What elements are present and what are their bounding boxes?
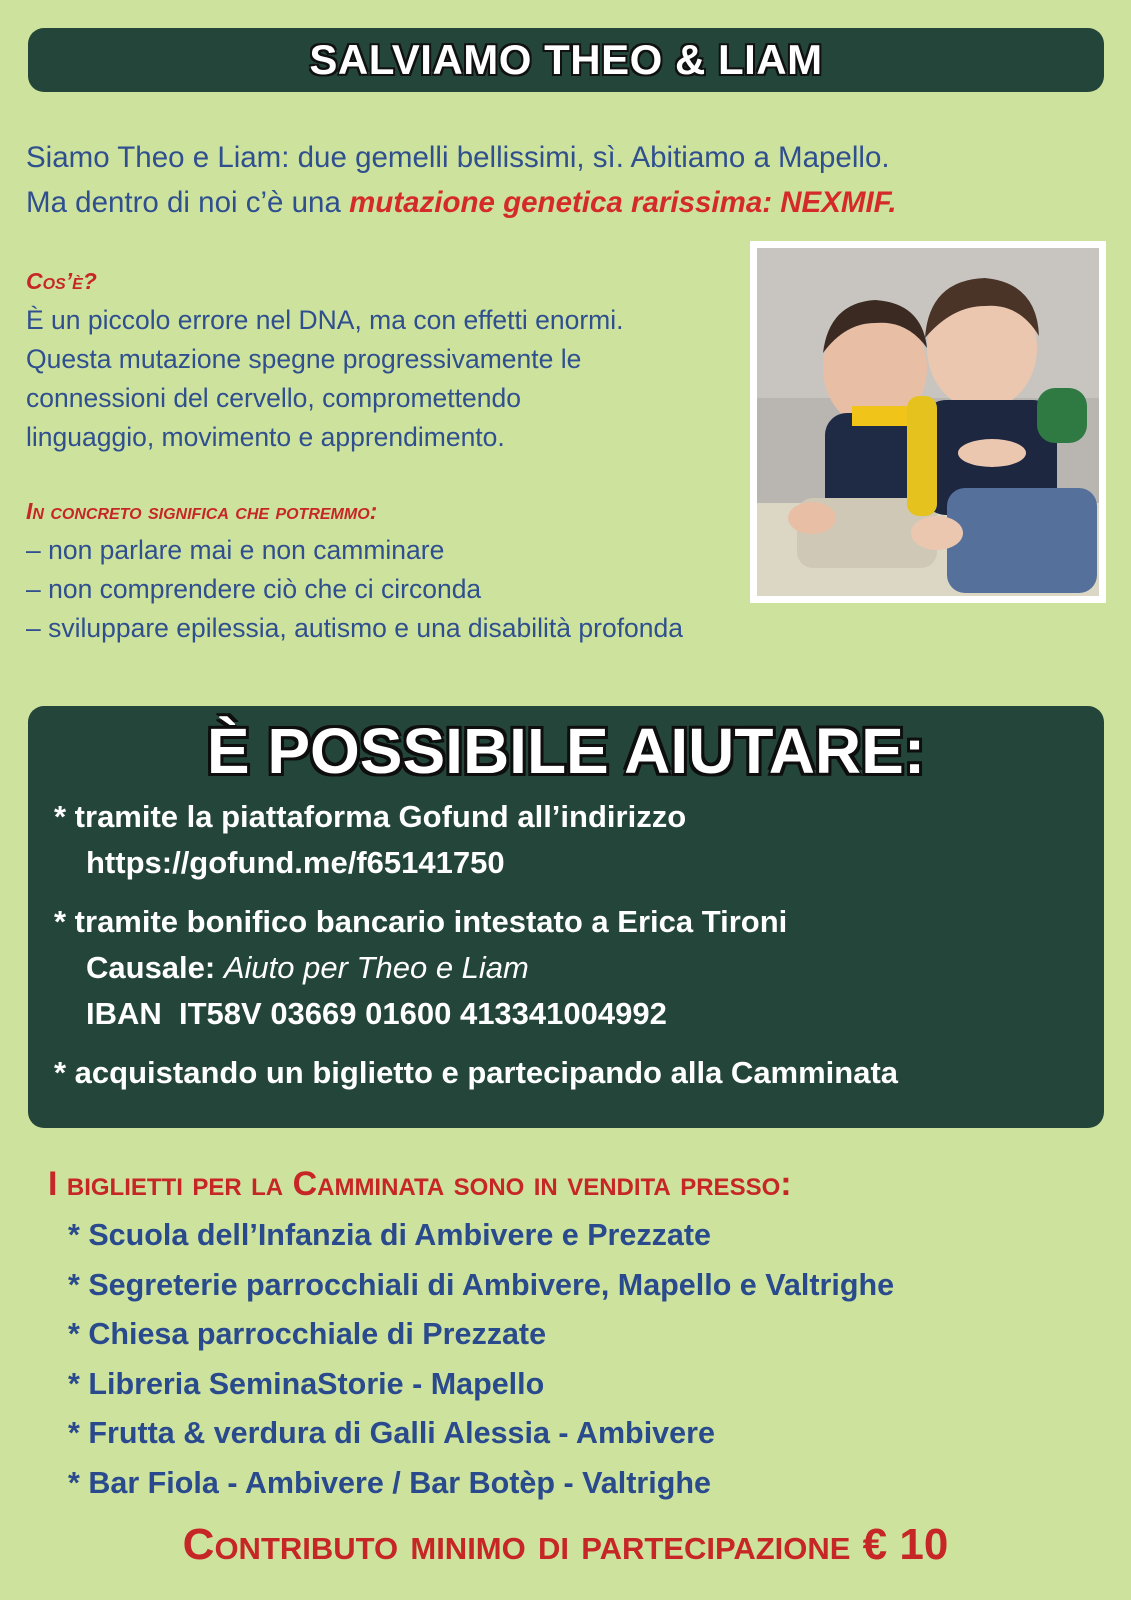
gofund-line: * tramite la piattaforma Gofund all’indirizzo — [54, 799, 687, 834]
meaning-item: – sviluppare epilessia, autismo e una disabilità profonda — [26, 613, 684, 643]
ticket-location: * Bar Fiola - Ambivere / Bar Botèp - Valtrighe — [68, 1465, 711, 1500]
meaning-item: – non parlare mai e non camminare — [26, 535, 445, 565]
meaning-heading: In concreto significa che potremmo: — [26, 498, 378, 524]
ticket-location: * Libreria SeminaStorie - Mapello — [68, 1366, 545, 1401]
page-title: SALVIAMO THEO & LIAM — [309, 36, 823, 83]
gofund-item — [54, 794, 686, 886]
ticket-location: * Scuola dell’Infanzia di Ambivere e Prezzate — [68, 1218, 711, 1252]
intro-text — [26, 135, 1116, 225]
ticket-line: * acquistando un biglietto e partecipando alla Camminata — [54, 1055, 899, 1090]
help-box — [28, 706, 1104, 1128]
gofund-link[interactable]: https://gofund.me/f65141750 — [86, 845, 505, 880]
what-is-line: connessioni del cervello, compromettendo — [26, 383, 521, 413]
causale-label: Causale: — [86, 950, 216, 985]
what-is-line: linguaggio, movimento e apprendimento. — [26, 422, 505, 452]
tickets-list — [68, 1211, 894, 1508]
ticket-item — [54, 1050, 898, 1096]
what-is-section — [26, 262, 766, 457]
bank-line: * tramite bonifico bancario intestato a Erica Tironi — [54, 904, 788, 939]
what-is-heading: Cos’è? — [26, 268, 97, 294]
iban: IBAN IT58V 03669 01600 413341004992 — [86, 996, 667, 1031]
what-is-line: Questa mutazione spegne progressivamente le — [26, 344, 582, 374]
causale-value: Aiuto per Theo e Liam — [223, 950, 529, 985]
tickets-heading: I biglietti per la Camminata sono in vendita presso: — [48, 1165, 792, 1203]
mutation-highlight: mutazione genetica rarissima: NEXMIF. — [349, 186, 897, 219]
causale-line — [54, 945, 787, 991]
intro-line-2 — [26, 180, 1116, 225]
title-banner — [28, 28, 1104, 92]
ticket-location: * Segreterie parrocchiali di Ambivere, Mapello e Valtrighe — [68, 1267, 895, 1302]
intro-line-1: Siamo Theo e Liam: due gemelli bellissimi, sì. Abitiamo a Mapello. — [26, 141, 890, 174]
ticket-location: * Chiesa parrocchiale di Prezzate — [68, 1317, 547, 1351]
bank-item — [54, 899, 787, 1037]
meaning-section — [26, 492, 826, 648]
minimum-contribution: Contributo minimo di partecipazione € 10 — [182, 1520, 949, 1569]
help-title: È POSSIBILE AIUTARE: — [206, 715, 926, 787]
what-is-line: È un piccolo errore nel DNA, ma con effetti enormi. — [26, 305, 624, 335]
intro-line-2-prefix: Ma dentro di noi c’è una — [26, 186, 350, 219]
meaning-item: – non comprendere ciò che ci circonda — [26, 574, 482, 604]
ticket-location: * Frutta & verdura di Galli Alessia - Ambivere — [68, 1416, 715, 1450]
